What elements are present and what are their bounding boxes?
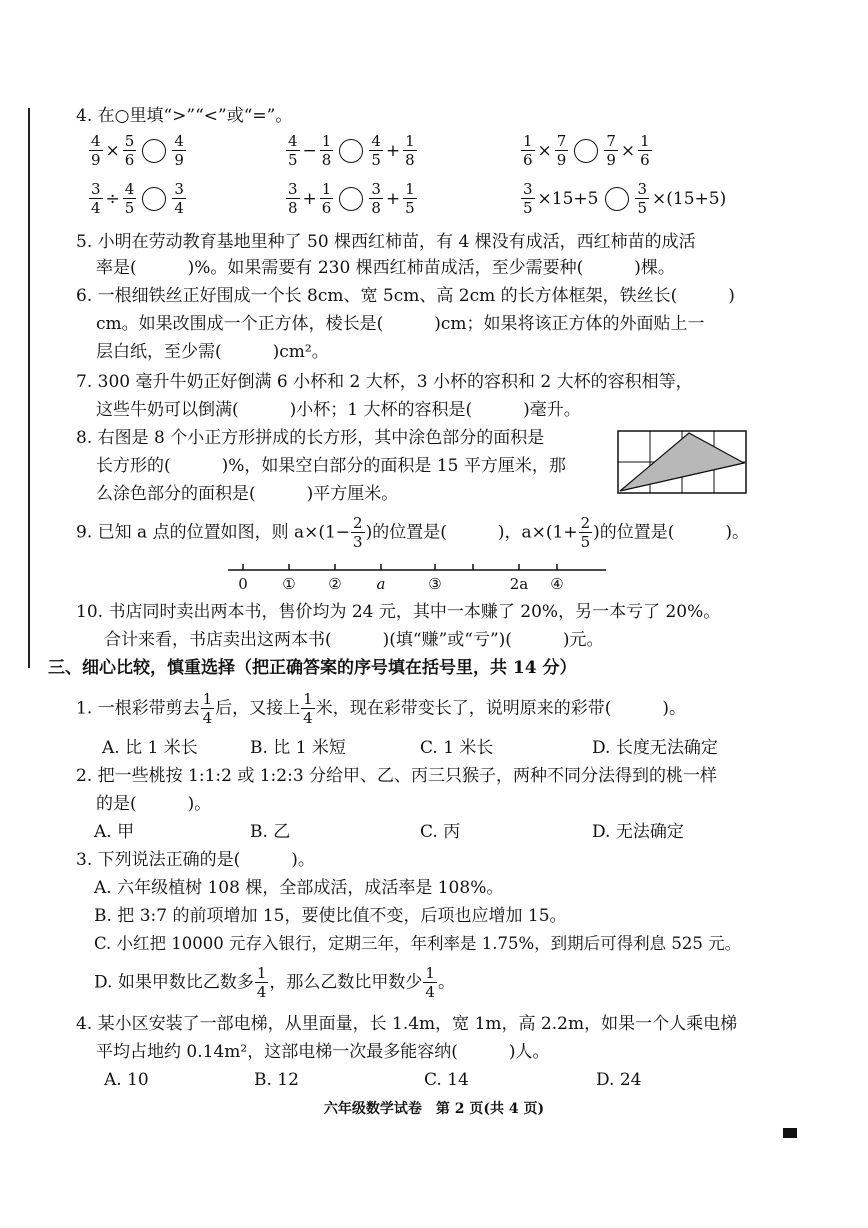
q6-line2: cm。如果改围成一个正方体，棱长是( )cm；如果将该正方体的外面贴上一 — [96, 314, 705, 334]
fraction: $\frac{5}{6}$ — [124, 132, 135, 169]
s3q2-option-c[interactable]: C. 丙 — [420, 822, 461, 842]
answer-circle[interactable] — [339, 187, 363, 211]
q4-r2-e1: $\frac{3}{4}$ ÷ $\frac{4}{5}$ $\frac{3}{4}$ — [91, 180, 184, 217]
q5-line1: 5. 小明在劳动教育基地里种了 50 棵西红柿苗，有 4 棵没有成活，西红柿苗的成活 — [76, 232, 696, 252]
s3q2-option-d[interactable]: D. 无法确定 — [592, 822, 684, 842]
s3q1-option-b[interactable]: B. 比 1 米短 — [250, 738, 346, 758]
fraction: $\frac{1}{4}$ — [202, 690, 213, 727]
fraction: $\frac{2}{3}$ — [353, 514, 363, 551]
fraction: $\frac{1}{8}$ — [405, 132, 415, 169]
q4-r2-e2: $\frac{3}{8}$ + $\frac{1}{6}$ $\frac{3}{8}$ + $\frac{1}{5}$ — [288, 180, 415, 217]
answer-circle[interactable] — [605, 187, 629, 211]
fraction: $\frac{3}{8}$ — [288, 180, 298, 217]
fraction: $\frac{3}{5}$ — [523, 180, 533, 217]
tick-label: ③ — [428, 575, 442, 593]
s3q4-option-d[interactable]: D. 24 — [596, 1070, 642, 1090]
fraction: $\frac{1}{5}$ — [405, 180, 415, 217]
fraction: $\frac{4}{5}$ — [124, 180, 135, 217]
q4-title: 4. 在○里填“>”“<”或“=”。 — [76, 106, 293, 126]
s3q2-option-b[interactable]: B. 乙 — [250, 822, 291, 842]
fraction: $\frac{1}{4}$ — [425, 964, 435, 1001]
fraction: $\frac{3}{4}$ — [174, 180, 184, 217]
s3q3-option-c[interactable]: C. 小红把 10000 元存入银行，定期三年，年利率是 1.75%，到期后可得利息 525 元。 — [94, 934, 742, 953]
q8-line3: 么涂色部分的面积是( )平方厘米。 — [96, 484, 399, 504]
fraction: $\frac{3}{5}$ — [637, 180, 648, 217]
q10-line2: 合计来看，书店卖出这两本书( )(填“赚”或“亏”)( )元。 — [104, 630, 604, 650]
s3q4-line1: 4. 某小区安装了一部电梯，从里面量，长 1.4m，宽 1m，高 2.2m，如果一个人乘电梯 — [76, 1014, 738, 1034]
number-line — [228, 560, 608, 596]
fraction: $\frac{1}{6}$ — [640, 132, 650, 169]
fraction: $\frac{1}{4}$ — [303, 690, 313, 727]
fraction: $\frac{1}{4}$ — [256, 964, 267, 1001]
fraction: $\frac{3}{4}$ — [91, 180, 101, 217]
page-footer: 六年级数学试卷 第 2 页(共 4 页) — [323, 1101, 545, 1117]
s3q2-line2: 的是( )。 — [96, 794, 212, 814]
s3q1-option-d[interactable]: D. 长度无法确定 — [592, 738, 718, 758]
fraction: $\frac{1}{6}$ — [321, 180, 332, 217]
corner-mark — [783, 1128, 797, 1138]
q7-line1: 7. 300 毫升牛奶正好倒满 6 小杯和 2 大杯，3 小杯的容积和 2 大杯的容积相等， — [76, 372, 693, 392]
answer-circle[interactable] — [142, 187, 166, 211]
q4-r1-e1: $\frac{4}{9}$ × $\frac{5}{6}$ $\frac{4}{9}$ — [91, 132, 184, 169]
s3q4-line2: 平均占地约 0.14m²，这部电梯一次最多能容纳( )人。 — [96, 1042, 550, 1062]
s3q4-option-c[interactable]: C. 14 — [424, 1070, 469, 1090]
q8-line2: 长方形的( )%，如果空白部分的面积是 15 平方厘米，那 — [96, 456, 566, 476]
q7-line2: 这些牛奶可以倒满( )小杯；1 大杯的容积是( )毫升。 — [96, 400, 581, 420]
q6-line1: 6. 一根细铁丝正好围成一个长 8cm、宽 5cm、高 2cm 的长方体框架，铁丝长( ) — [76, 286, 735, 306]
tick-label: 2a — [509, 575, 529, 593]
s3q2-option-a[interactable]: A. 甲 — [94, 822, 135, 842]
fraction: $\frac{4}{5}$ — [288, 132, 298, 169]
fraction: $\frac{7}{9}$ — [606, 132, 616, 169]
fraction: $\frac{4}{9}$ — [174, 132, 184, 169]
fraction: $\frac{3}{8}$ — [371, 180, 381, 217]
q8-line1: 8. 右图是 8 个小正方形拼成的长方形，其中涂色部分的面积是 — [76, 428, 545, 448]
tick-label: 0 — [238, 575, 248, 593]
fraction: $\frac{2}{5}$ — [580, 514, 591, 551]
s3q1-stem: 1. 一根彩带剪去 $\frac{1}{4}$ 后，又接上 $\frac{1}{4}$ 米，现在彩带变长了，说明原来的彩带( )。 — [76, 690, 686, 727]
answer-circle[interactable] — [339, 139, 363, 163]
s3q3-stem: 3. 下列说法正确的是( )。 — [76, 850, 315, 870]
s3q3-option-d[interactable]: D. 如果甲数比乙数多 $\frac{1}{4}$ ，那么乙数比甲数少 $\frac{1}{4}$ 。 — [94, 964, 455, 1001]
q4-r2-e3: $\frac{3}{5}$ ×15+5 $\frac{3}{5}$ ×(15+5) — [523, 180, 727, 217]
q4-r1-e3: $\frac{1}{6}$ × $\frac{7}{9}$ $\frac{7}{9}$ × $\frac{1}{6}$ — [523, 132, 650, 169]
q6-line3: 层白纸，至少需( )cm²。 — [96, 342, 329, 362]
tick-label: ④ — [550, 575, 564, 593]
q5-line2: 率是( )%。如果需要有 230 棵西红柿苗成活，至少需要种( )棵。 — [96, 258, 675, 278]
s3q1-option-a[interactable]: A. 比 1 米长 — [102, 738, 198, 758]
s3q3-option-b[interactable]: B. 把 3:7 的前项增加 15，要使比值不变，后项也应增加 15。 — [94, 906, 567, 926]
fraction: $\frac{7}{9}$ — [556, 132, 567, 169]
rectangle-grid-figure — [617, 430, 747, 494]
fraction: $\frac{1}{6}$ — [523, 132, 533, 169]
s3q4-option-b[interactable]: B. 12 — [254, 1070, 299, 1090]
s3q1-option-c[interactable]: C. 1 米长 — [420, 738, 494, 758]
q10-line1: 10. 书店同时卖出两本书，售价均为 24 元，其中一本赚了 20%，另一本亏了 20%。 — [76, 602, 721, 622]
q4-r1-e2: $\frac{4}{5}$ − $\frac{1}{8}$ $\frac{4}{5}$ + $\frac{1}{8}$ — [288, 132, 415, 169]
fraction: $\frac{4}{5}$ — [371, 132, 381, 169]
section-3-title: 三、细心比较，慎重选择（把正确答案的序号填在括号里，共 14 分） — [48, 658, 577, 678]
tick-label: ② — [328, 575, 342, 593]
answer-circle[interactable] — [142, 139, 166, 163]
answer-circle[interactable] — [574, 139, 598, 163]
q9-line: 9. 已知 a 点的位置如图，则 a×(1− $\frac{2}{3}$ )的位置是( )，a×(1+ $\frac{2}{5}$ )的位置是( )。 — [76, 514, 750, 551]
fraction: $\frac{1}{8}$ — [321, 132, 332, 169]
s3q4-option-a[interactable]: A. 10 — [104, 1070, 149, 1090]
tick-label: a — [376, 575, 386, 593]
s3q2-line1: 2. 把一些桃按 1:1:2 或 1:2:3 分给甲、乙、丙三只猴子，两种不同分法得到的桃一样 — [76, 766, 718, 786]
s3q3-option-a[interactable]: A. 六年级植树 108 棵，全部成活，成活率是 108%。 — [94, 878, 504, 898]
tick-label: ① — [282, 575, 296, 593]
fraction: $\frac{4}{9}$ — [91, 132, 101, 169]
margin-rule — [28, 108, 30, 668]
